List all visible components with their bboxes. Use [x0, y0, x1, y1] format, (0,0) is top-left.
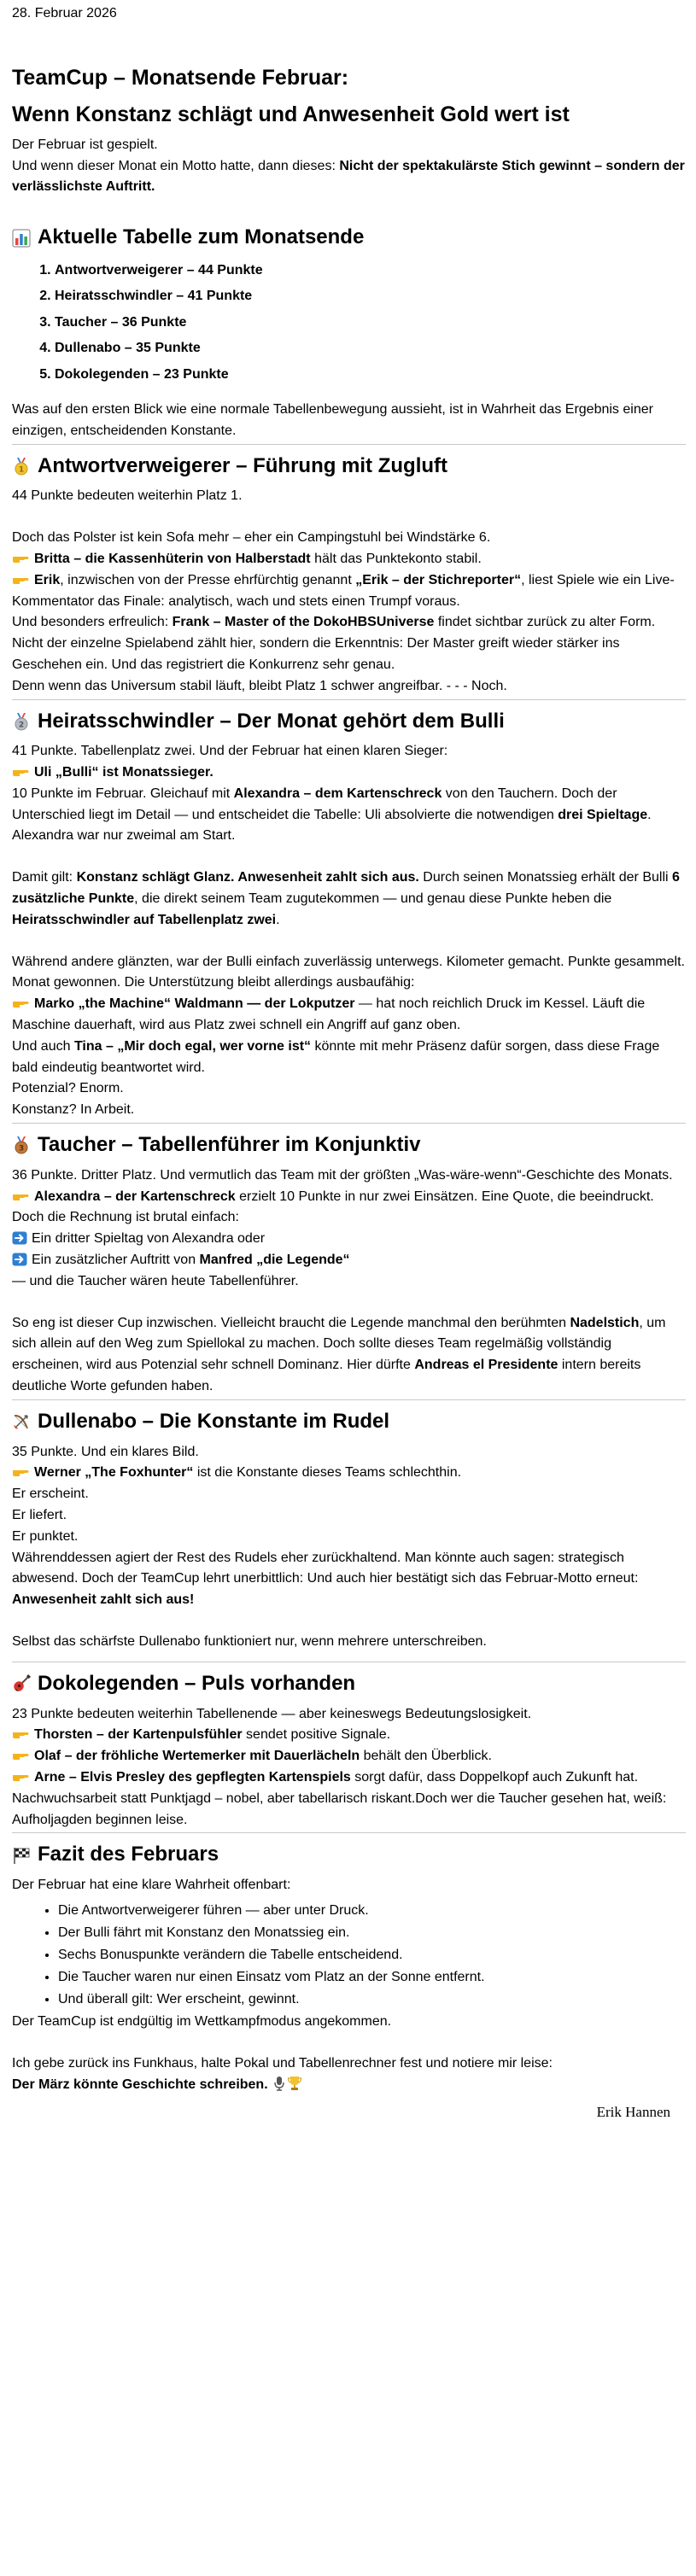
summary-item: • Und überall gilt: Wer erscheint, gewinnt. — [58, 1989, 686, 2011]
text-paragraph: Während andere glänzten, war der Bulli einfach zuverlässig unterwegs. Kilometer gemacht. Punkte gesammelt. Monat gewonnen. Die Unterstützung bleibt allerdings ausbaufähig: — [12, 954, 685, 990]
standings-row: 1. Antwortverweigerer – 44 Punkte — [55, 258, 686, 283]
player-bullet: Britta – die Kassenhüterin von Halberstadt hält das Punktekonto stabil. — [12, 549, 686, 570]
text-paragraph: Ich gebe zurück ins Funkhaus, halte Pokal und Tabellenrechner fest und notiere mir leise: — [12, 2056, 553, 2071]
summary-item: • Sechs Bonuspunkte verändern die Tabelle entscheidend. — [58, 1944, 686, 1966]
arrow-item: Ein dritter Spieltag von Alexandra oder — [12, 1229, 686, 1250]
player-bullet: Werner „The Foxhunter“ ist die Konstante dieses Teams schlechthin. — [12, 1463, 686, 1484]
closing-line: Der März könnte Geschichte schreiben. — [12, 2075, 686, 2096]
text-paragraph: 35 Punkte. Und ein klares Bild. — [12, 1444, 199, 1459]
post-date: 28. Februar 2026 — [12, 6, 117, 20]
bar-chart-icon — [12, 229, 31, 248]
text-paragraph: 10 Punkte im Februar. Gleichauf mit Alexandra – dem Kartenschreck von den Tauchern. Doch der Unterschied liegt im Detail — und entscheidet die Tabelle: Uli absolvierte die notwendigen drei Spieltage. Alexandra war nur zweimal am Start. — [12, 786, 652, 844]
svg-text:1: 1 — [18, 465, 25, 475]
section-divider — [12, 699, 686, 700]
right-arrow-icon — [12, 1231, 27, 1245]
section-heading-taucher: 3 Taucher – Tabellenführer im Konjunktiv — [12, 1130, 686, 1160]
text-paragraph: So eng ist dieser Cup inzwischen. Vielleicht braucht die Legende manchmal den berühmten Nadelstich, um sich allein auf den Weg zum Spiellokal zu machen. Doch sollte dieses Team regelmäßig vollständig erscheinen, wird aus Potenzial sehr schnell Dominanz. Hier dürfte Andreas el Presidente intern bereits deutliche Worte gefunden haben. — [12, 1315, 666, 1394]
arrow-item: Ein zusätzlicher Auftritt von Manfred „die Legende“ — [12, 1250, 686, 1271]
player-bullet: Thorsten – der Kartenpulsfühler sendet positive Signale. — [12, 1725, 686, 1746]
right-arrow-icon — [12, 1253, 27, 1266]
silver-medal-icon — [12, 712, 31, 731]
gold-medal-icon — [12, 457, 31, 476]
text-paragraph: Doch das Polster ist kein Sofa mehr – eher ein Campingstuhl bei Windstärke 6. — [12, 530, 491, 546]
text-line: Er erscheint. — [12, 1487, 89, 1502]
text-paragraph: Der Februar hat eine klare Wahrheit offenbart: — [12, 1878, 291, 1893]
text-paragraph: Damit gilt: Konstanz schlägt Glanz. Anwesenheit zahlt sich aus. Durch seinen Monatssieg erhält der Bulli 6 zusätzliche Punkte, die direkt seinem Team zugutekommen — und genau diese Punkte heben die Heiratsschwindler auf Tabellenplatz zwei. — [12, 870, 680, 927]
standings-row: 2. Heiratsschwindler – 41 Punkte — [55, 283, 686, 309]
svg-text:2: 2 — [18, 721, 25, 730]
player-bullet: Alexandra – der Kartenschreck erzielt 10 Punkte in nur zwei Einsätzen. Eine Quote, die beeindruckt. Doch die Rechnung ist brutal einfach: — [12, 1189, 654, 1225]
author-signature: Erik Hannen — [596, 2103, 670, 2120]
text-paragraph: Währenddessen agiert der Rest des Rudels eher zurückhaltend. Man könnte auch sagen: strategisch abwesend. Doch der TeamCup lehrt unerbittlich: Und auch hier bestätigt sich das Februar-Motto erneut: Anwesenheit zahlt sich aus! — [12, 1550, 639, 1608]
guitar-icon — [12, 1674, 31, 1693]
text-line: Er liefert. — [12, 1508, 67, 1522]
pointing-hand-icon — [12, 1467, 29, 1477]
pointing-hand-icon — [12, 575, 29, 585]
section-heading-dokolegenden: Dokolegenden – Puls vorhanden — [12, 1669, 686, 1699]
player-bullet: Erik, inzwischen von der Presse ehrfürchtig genannt „Erik – der Stichreporter“, liest Spiele wie ein Live-Kommentator das Finale: analytisch, wach und stets einen Trumpf voraus. — [12, 572, 675, 609]
section-divider — [12, 444, 686, 445]
table-summary: Was auf den ersten Blick wie eine normale Tabellenbewegung aussieht, ist in Wahrheit das Ergebnis einer einzigen, entscheidenden Konstante. — [12, 401, 653, 438]
text-paragraph: Der TeamCup ist endgültig im Wettkampfmodus angekommen. — [12, 2014, 392, 2030]
microphone-icon — [272, 2076, 287, 2091]
intro-line-2: Und wenn dieser Monat ein Motto hatte, dann dieses: Nicht der spektakulärste Stich gewinnt – sondern der verlässlichste Auftritt. — [12, 158, 685, 195]
bow-arrow-icon — [12, 1412, 31, 1431]
text-paragraph: 36 Punkte. Dritter Platz. Und vermutlich das Team mit der größten „Was-wäre-wenn“-Geschichte des Monats. — [12, 1167, 673, 1183]
section-heading-heiratsschwindler: 2 Heiratsschwindler – Der Monat gehört dem Bulli — [12, 707, 686, 737]
post-title-line-1: TeamCup – Monatsende Februar: — [12, 65, 349, 90]
pointing-hand-icon — [12, 767, 29, 777]
summary-item: • Die Taucher waren nur einen Einsatz vom Platz an der Sonne entfernt. — [58, 1966, 686, 1989]
player-bullet: Arne – Elvis Presley des gepflegten Kartenspiels sorgt dafür, dass Doppelkopf auch Zukunft hat. — [12, 1767, 686, 1789]
standings-row: 4. Dullenabo – 35 Punkte — [55, 336, 686, 361]
text-paragraph: 23 Punkte bedeuten weiterhin Tabellenende — aber keineswegs Bedeutungslosigkeit. — [12, 1706, 532, 1721]
player-bullet: Olaf – der fröhliche Wertemerker mit Dauerlächeln behält den Überblick. — [12, 1746, 686, 1767]
pointing-hand-icon — [12, 553, 29, 564]
pointing-hand-icon — [12, 1729, 29, 1739]
text-paragraph: 41 Punkte. Tabellenplatz zwei. Und der Februar hat einen klaren Sieger: — [12, 744, 448, 759]
section-heading-antwortverweigerer: 1 Antwortverweigerer – Führung mit Zugluft — [12, 452, 686, 482]
svg-text:3: 3 — [18, 1144, 25, 1154]
pointing-hand-icon — [12, 1750, 29, 1761]
pointing-hand-icon — [12, 1191, 29, 1201]
section-heading-dullenabo: Dullenabo – Die Konstante im Rudel — [12, 1407, 686, 1437]
intro-line-1: Der Februar ist gespielt. — [12, 137, 158, 152]
trophy-icon — [287, 2076, 302, 2091]
player-bullet: Marko „the Machine“ Waldmann — der Lokputzer — hat noch reichlich Druck im Kessel. Läuft die Maschine dauerhaft, wird aus Platz zwei schnell ein Angriff auf ganz oben. — [12, 996, 646, 1033]
text-line: Er punktet. — [12, 1528, 79, 1544]
summary-item: • Der Bulli fährt mit Konstanz den Monatssieg ein. — [58, 1922, 686, 1944]
text-paragraph: — und die Taucher wären heute Tabellenführer. — [12, 1273, 299, 1288]
checkered-flag-icon — [12, 1846, 31, 1865]
player-bullet: Uli „Bulli“ ist Monatssieger. — [12, 762, 686, 784]
pointing-hand-icon — [12, 998, 29, 1008]
pointing-hand-icon — [12, 1772, 29, 1782]
summary-item: • Die Antwortverweigerer führen — aber unter Druck. — [58, 1900, 686, 1922]
text-paragraph: Potenzial? Enorm. — [12, 1081, 124, 1096]
post-title-line-2: Wenn Konstanz schlägt und Anwesenheit Gold wert ist — [12, 102, 570, 127]
text-paragraph: Nachwuchsarbeit statt Punktjagd – nobel, aber tabellarisch riskant.Doch wer die Taucher gesehen hat, weiß: Aufholjagden beginnen leise. — [12, 1790, 667, 1827]
text-paragraph: Denn wenn das Universum stabil läuft, bleibt Platz 1 schwer angreifbar. - - - Noch. — [12, 678, 507, 693]
standings-row: 5. Dokolegenden – 23 Punkte — [55, 362, 686, 388]
standings-list — [55, 258, 686, 388]
bronze-medal-icon — [12, 1136, 31, 1154]
standings-row: 3. Taucher – 36 Punkte — [55, 310, 686, 336]
section-divider — [12, 1399, 686, 1400]
text-paragraph: 44 Punkte bedeuten weiterhin Platz 1. — [12, 488, 243, 504]
table-heading: Aktuelle Tabelle zum Monatsende — [12, 223, 686, 253]
text-paragraph: Selbst das schärfste Dullenabo funktioniert nur, wenn mehrere unterschreiben. — [12, 1633, 487, 1649]
text-paragraph: Und besonders erfreulich: Frank – Master of the DokoHBSUniverse findet sichtbar zurück zu alter Form. Nicht der einzelne Spielabend zählt hier, sondern die Erkenntnis: Der Master greift wieder stärker ins Geschehen ein. Und das registriert die Konkurrenz sehr genau. — [12, 615, 656, 672]
text-paragraph: Und auch Tina – „Mir doch egal, wer vorne ist“ könnte mit mehr Präsenz dafür sorgen, dass diese Frage bald eindeutig beantwortet wird. — [12, 1038, 660, 1075]
section-divider — [12, 1832, 686, 1833]
section-divider — [12, 1123, 686, 1124]
section-heading-fazit: Fazit des Februars — [12, 1840, 686, 1870]
text-paragraph: Konstanz? In Arbeit. — [12, 1102, 135, 1118]
summary-list — [58, 1900, 686, 2011]
